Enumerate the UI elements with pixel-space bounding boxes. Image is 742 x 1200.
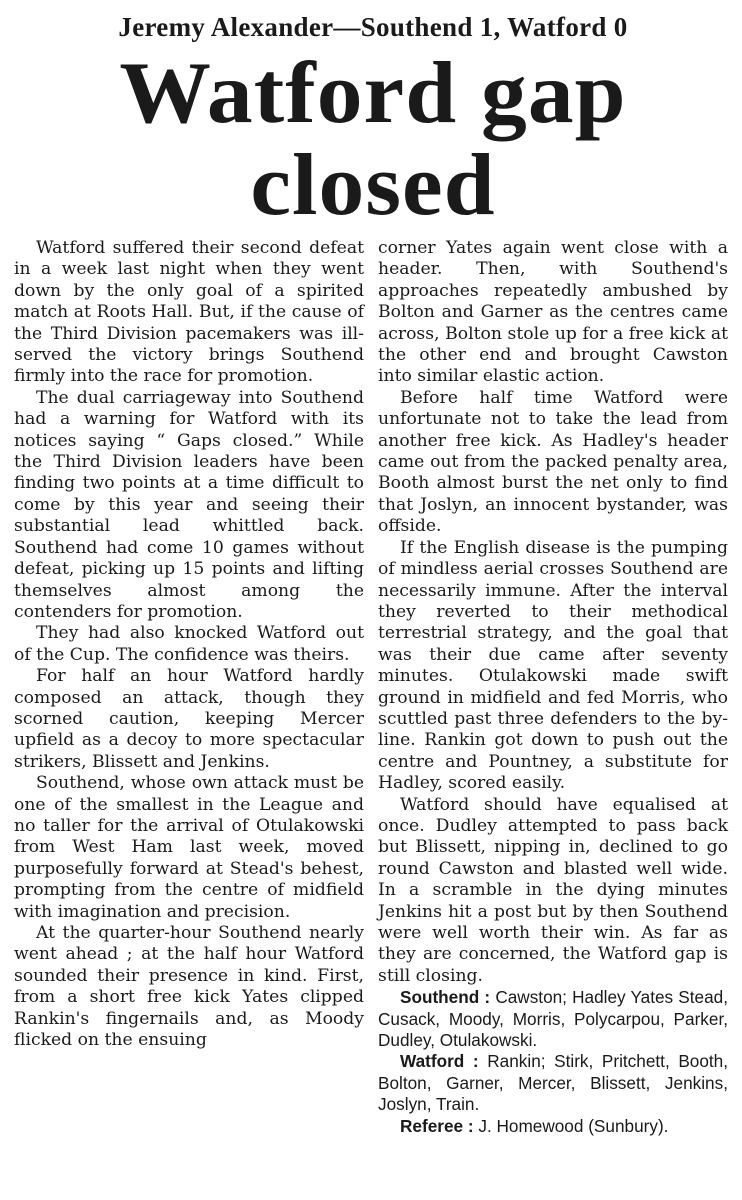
paragraph: The dual carriageway into Southend had a warning for Watford with its notices saying “ Gaps closed.” While the Third Division leaders have been finding two points at a time difficult to come by this year and seeing their substantial lead whittled back. Southend had come 10 games without defeat, picking up 15 points and lifting themselves almost among the contenders for promotion. (14, 387, 364, 622)
paragraph: Southend, whose own attack must be one of the smallest in the League and no taller for the arrival of Otulakowski from West Ham last week, moved purposefully forward at Stead's behest, prompting from the centre of midfield with imagination and precision. (14, 773, 364, 922)
paragraph: If the English disease is the pumping of mindless aerial crosses Southend are necessarily immune. After the interval they reverted to their methodical terrestrial strategy, and the goal that was their due came after seventy minutes. Otulakowski made swift ground in midfield and fed Morris, who scuttled past three defenders to the by-line. Rankin got down to push out the centre and Pountney, a substitute for Hadley, scored easily. (378, 537, 728, 794)
byline: Jeremy Alexander—Southend 1, Watford 0 (118, 12, 628, 42)
watford-lineup (378, 1051, 728, 1115)
paragraph: Before half time Watford were unfortunate not to take the lead from another free kick. As Hadley's header came out from the packed penalty area, Booth almost burst the net only to find that Joslyn, an innocent bystander, was offside. (378, 387, 728, 537)
referee-label: Referee : (400, 1115, 474, 1136)
paragraph: Watford should have equalised at once. Dudley attempted to pass back but Blissett, nipping in, declined to go round Cawston and blasted well wide. In a scramble in the dying minutes Jenkins hit a post but by then Southend were well worth their win. As far as they are concerned, the Watford gap is still closing. (378, 794, 728, 986)
article-body (14, 238, 732, 1137)
watford-label: Watford : (400, 1051, 479, 1072)
southend-label: Southend : (400, 987, 491, 1008)
paragraph: corner Yates again went close with a header. Then, with Southend's approaches repeatedly ambushed by Bolton and Garner as the centres came across, Bolton stole up for a free kick at the other end and brought Cawston into similar elastic action. (378, 238, 728, 387)
paragraph: Watford suffered their second defeat in a week last night when they went down by the only goal of a spirited match at Roots Hall. But, if the cause of the Third Division pacemakers was ill-served the victory brings Southend firmly into the race for promotion. (14, 238, 364, 387)
southend-lineup (378, 987, 728, 1051)
paragraph: For half an hour Watford hardly composed an attack, though they scorned caution, keeping Mercer upfield as a decoy to more spectacular strikers, Blissett and Jenkins. (14, 666, 364, 772)
watford-players: Rankin; Stirk, Pritchett, Booth, Bolton, Garner, Mercer, Blissett, Jenkins, Joslyn, Train. (378, 1051, 729, 1115)
paragraph: At the quarter-hour Southend nearly went ahead ; at the half hour Watford sounded their presence in kind. First, from a short free kick Yates clipped Rankin's fingernails and, as Moody flicked on the ensuing (14, 923, 364, 1051)
southend-players: Cawston; Hadley Yates Stead, Cusack, Moody, Morris, Polycarpou, Parker, Dudley, Otulakowski. (378, 987, 729, 1051)
referee-line (378, 1116, 728, 1137)
headline: Watford gap closed (119, 45, 627, 234)
left-column (14, 238, 364, 1137)
paragraph: They had also knocked Watford out of the Cup. The confidence was theirs. (14, 623, 364, 665)
referee-name: J. Homewood (Sunbury). (478, 1115, 669, 1136)
right-column (378, 238, 728, 1137)
